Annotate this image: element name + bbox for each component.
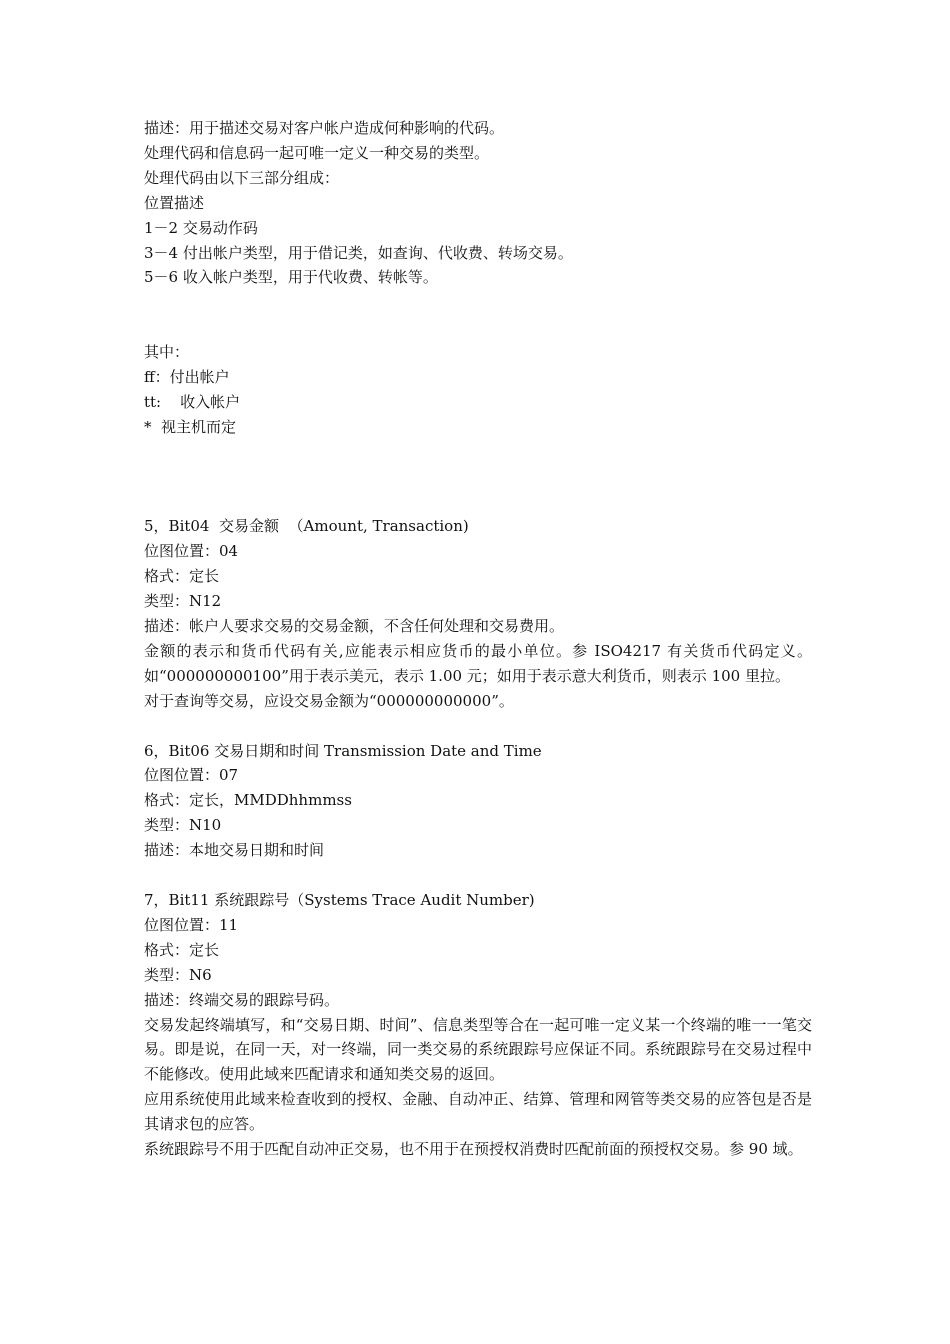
text-line: 类型：N12 [144, 592, 222, 611]
text-line: 格式：定长，MMDDhhmmss [144, 791, 352, 810]
paragraph: 系统跟踪号不用于匹配自动冲正交易，也不用于在预授权消费时匹配前面的预授权交易。参 90 域。 [144, 1140, 803, 1159]
text-line: 格式：定长 [144, 940, 220, 959]
blank-line [144, 863, 812, 888]
text-line: 类型：N10 [144, 816, 222, 835]
text-line: 3－4 付出帐户类型，用于借记类，如查询、代收费、转场交易。 [144, 243, 573, 262]
blank-line [144, 315, 812, 340]
processing-code-section [144, 116, 812, 290]
text-line: 描述：终端交易的跟踪号码。 [144, 990, 340, 1009]
text-line: 位图位置：04 [144, 542, 239, 561]
text-line: 描述：本地交易日期和时间 [144, 841, 325, 860]
bit11-section [144, 888, 812, 1162]
bit04-section [144, 514, 812, 713]
text-line: 处理代码由以下三部分组成： [144, 168, 340, 187]
text-line: 5－6 收入帐户类型，用于代收费、转帐等。 [144, 268, 438, 287]
text-line: 描述：帐户人要求交易的交易金额，不含任何处理和交易费用。 [144, 617, 565, 636]
blank-line [144, 290, 812, 315]
section-heading: 7，Bit11 系统跟踪号（Systems Trace Audit Number) [144, 890, 535, 909]
paragraph: 对于查询等交易，应设交易金额为“000000000000”。 [144, 691, 514, 710]
paragraph: 金额的表示和货币代码有关,应能表示相应货币的最小单位。参 ISO4217 有关货币代码定义。如“000000000100”用于表示美元，表示 1.00 元；如用于表示意大利货币，则表示 100 里拉。 [144, 641, 812, 685]
text-line: 1－2 交易动作码 [144, 218, 258, 237]
text-line: tt: 收入帐户 [144, 392, 241, 411]
text-line: 其中： [144, 343, 190, 362]
text-line: * 视主机而定 [144, 417, 237, 436]
text-line: 位图位置：07 [144, 766, 239, 785]
blank-line [144, 490, 812, 515]
bit06-section [144, 739, 812, 864]
text-line: 位置描述 [144, 193, 205, 212]
document-body [144, 116, 812, 1162]
blank-line [144, 714, 812, 739]
paragraph: 应用系统使用此域来检查收到的授权、金融、自动冲正、结算、管理和网管等类交易的应答包是否是其请求包的应答。 [144, 1090, 812, 1134]
blank-line [144, 440, 812, 465]
blank-line [144, 465, 812, 490]
text-line: 位图位置：11 [144, 915, 239, 934]
paragraph: 交易发起终端填写，和“交易日期、时间”、信息类型等合在一起可唯一定义某一个终端的唯一一笔交易。即是说，在同一天，对一终端，同一类交易的系统跟踪号应保证不同。系统跟踪号在交易过程中不能修改。使用此域来匹配请求和通知类交易的返回。 [144, 1015, 812, 1084]
text-line: 处理代码和信息码一起可唯一定义一种交易的类型。 [144, 143, 490, 162]
text-line: ff：付出帐户 [144, 368, 230, 387]
section-heading: 6，Bit06 交易日期和时间 Transmission Date and Time [144, 741, 542, 760]
legend-section [144, 340, 812, 440]
text-line: 描述：用于描述交易对客户帐户造成何种影响的代码。 [144, 119, 505, 137]
section-heading: 5，Bit04 交易金额 （Amount, Transaction) [144, 517, 469, 536]
text-line: 格式：定长 [144, 567, 220, 586]
text-line: 类型：N6 [144, 965, 212, 984]
